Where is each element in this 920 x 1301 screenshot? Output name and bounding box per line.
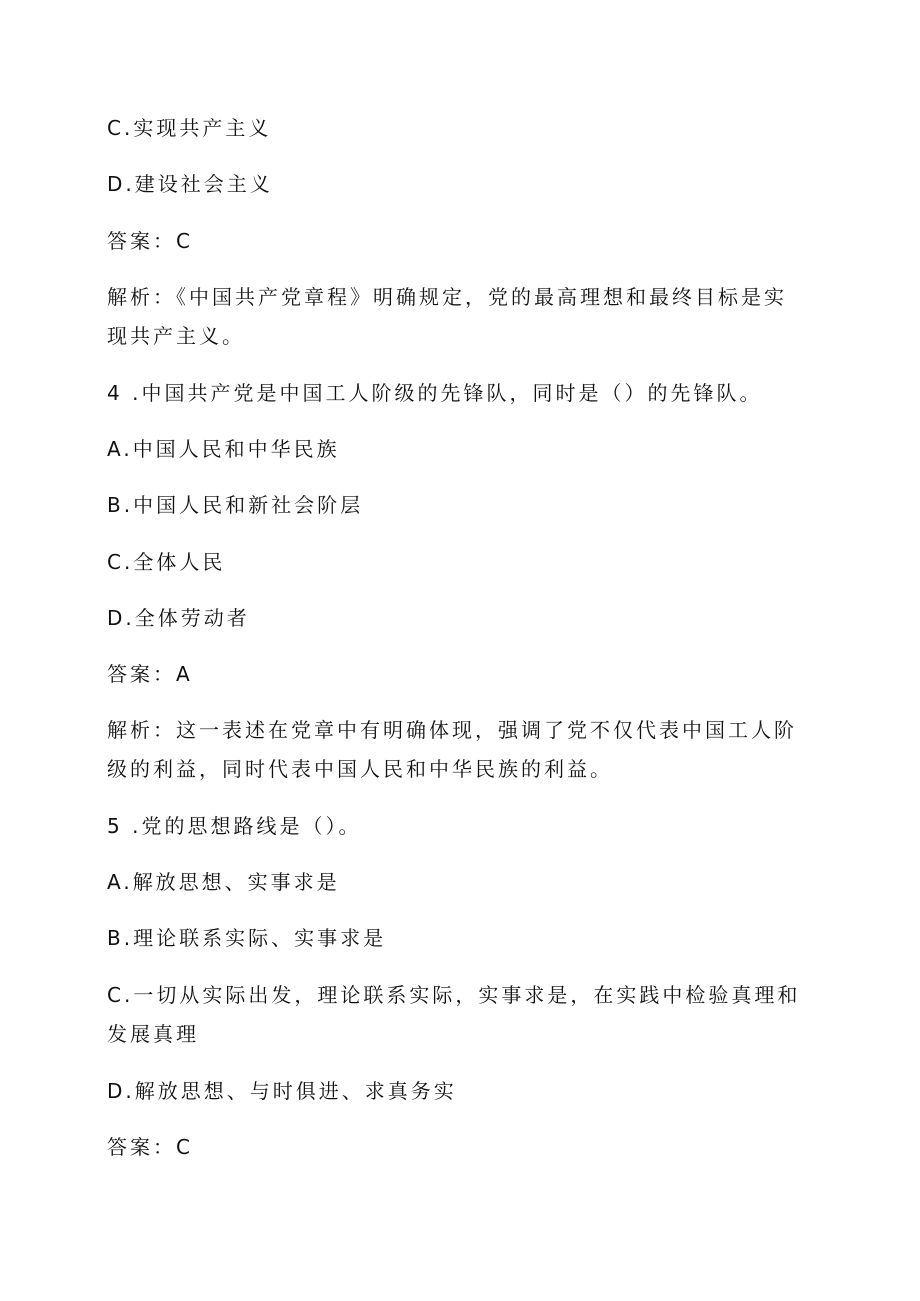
q4-question: 4 .中国共产党是中国工人阶级的先锋队，同时是（）的先锋队。 [107, 381, 763, 405]
q3-explanation: 解析：《中国共产党章程》明确规定，党的最高理想和最终目标是实现共产主义。 [107, 285, 787, 348]
q5-answer: 答案：C [107, 1135, 193, 1159]
q4-option-b: B.中国人民和新社会阶层 [107, 493, 364, 517]
q4-option-a: A.中国人民和中华民族 [107, 437, 340, 461]
q4-answer: 答案：A [107, 662, 193, 686]
q5-question: 5 .党的思想路线是（）。 [107, 814, 362, 838]
q4-explanation: 解析：这一表述在党章中有明确体现，强调了党不仅代表中国工人阶级的利益，同时代表中国人民和中华民族的利益。 [107, 718, 797, 781]
q3-option-d: D.建设社会主义 [107, 172, 273, 196]
q3-answer: 答案：C [107, 229, 193, 253]
q4-option-c: C.全体人民 [107, 550, 226, 574]
q5-option-a: A.解放思想、实事求是 [107, 870, 340, 894]
q5-option-d: D.解放思想、与时俱进、求真务实 [107, 1079, 457, 1103]
q5-option-b: B.理论联系实际、实事求是 [107, 926, 387, 950]
q3-option-c: C.实现共产主义 [107, 116, 272, 140]
q5-option-c: C.一切从实际出发，理论联系实际，实事求是，在实践中检验真理和发展真理 [107, 983, 801, 1046]
q4-option-d: D.全体劳动者 [107, 606, 250, 630]
